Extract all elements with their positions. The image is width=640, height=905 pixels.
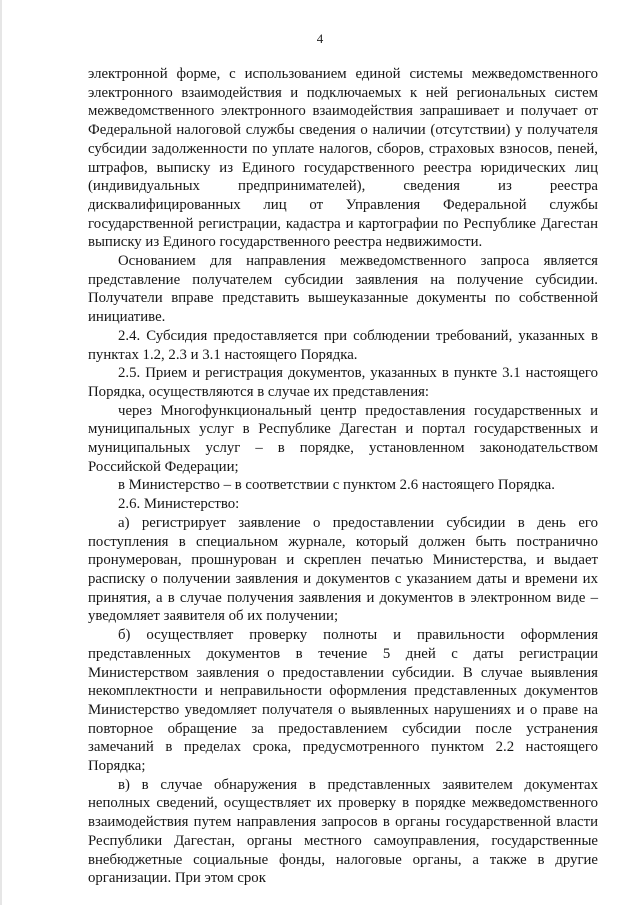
scan-edge <box>0 0 2 905</box>
page-number: 4 <box>316 31 324 46</box>
paragraph-2-5: 2.5. Прием и регистрация документов, указанных в пункте 3.1 настоящего Порядка, осуществляются в случае их представления: <box>88 365 598 400</box>
paragraph-2-4: 2.4. Субсидия предоставляется при соблюдении требований, указанных в пунктах 1.2, 2.3 и 3.1 настоящего Порядка. <box>88 327 598 363</box>
paragraph-ministry: в Министерство – в соответствии с пунктом 2.6 настоящего Порядка. <box>118 477 555 494</box>
paragraph-mfc: через Многофункциональный центр предоставления государственных и муниципальных услуг в Республике Дагестан и портал государственных и муниципальных услуг – в порядке, установленном законодательством Российской Федерации; <box>88 402 598 475</box>
paragraph-2-6-b: б) осуществляет проверку полноты и правильности оформления представленных документов в течение 5 дней с даты регистрации Министерством заявления о предоставлении субсидии. В случае выявления некомплектности и неправильности оформления представленных документов Министерство уведомляет получателя о выявленных нарушениях и о праве на повторное обращение за предоставлением субсидии после устранения замечаний в пределах срока, предусмотренного пунктом 2.2 настоящего Порядка; <box>88 627 598 775</box>
paragraph-continuation: электронной форме, с использованием единой системы межведомственного электронного взаимодействия и подключаемых к ней региональных систем межведомственного электронного взаимодействия запрашивает и получает от Федеральной налоговой службы сведения о наличии (отсутствии) у получателя субсидии задолженности по уплате налогов, сборов, страховых взносов, пеней, штрафов, выписку из Единого государственного реестра юридических лиц (индивидуальных предпринимателей), сведения из реестра дисквалифицированных лиц от Управления Федеральной службы государственной регистрации, кадастра и картографии по Республике Дагестан выписку из Единого государственного реестра недвижимости. <box>88 66 598 251</box>
paragraph-basis: Основанием для направления межведомственного запроса является представление получателем субсидии заявления на получение субсидии. Получатели вправе представить вышеуказанные документы по собственной инициативе. <box>88 253 598 326</box>
paragraph-2-6: 2.6. Министерство: <box>118 496 240 513</box>
paragraph-2-6-v: в) в случае обнаружения в представленных заявителем документах неполных сведений, осуществляет их проверку в порядке межведомственного взаимодействия путем направления запросов в органы государственной власти Республики Дагестан, органы местного самоуправления, государственные внебюджетные социальные фонды, налоговые органы, а также в другие организации. При этом срок <box>88 776 598 887</box>
document-body <box>88 65 598 888</box>
paragraph-2-6-a: а) регистрирует заявление о предоставлении субсидии в день его поступления в специальном журнале, который должен быть постранично пронумерован, прошнурован и скреплен печатью Министерства, и выдает расписку о получении заявления и документов с указанием даты и времени их принятия, а в случае получения заявления и документов в электронном виде – уведомляет заявителя об их получении; <box>88 514 598 625</box>
